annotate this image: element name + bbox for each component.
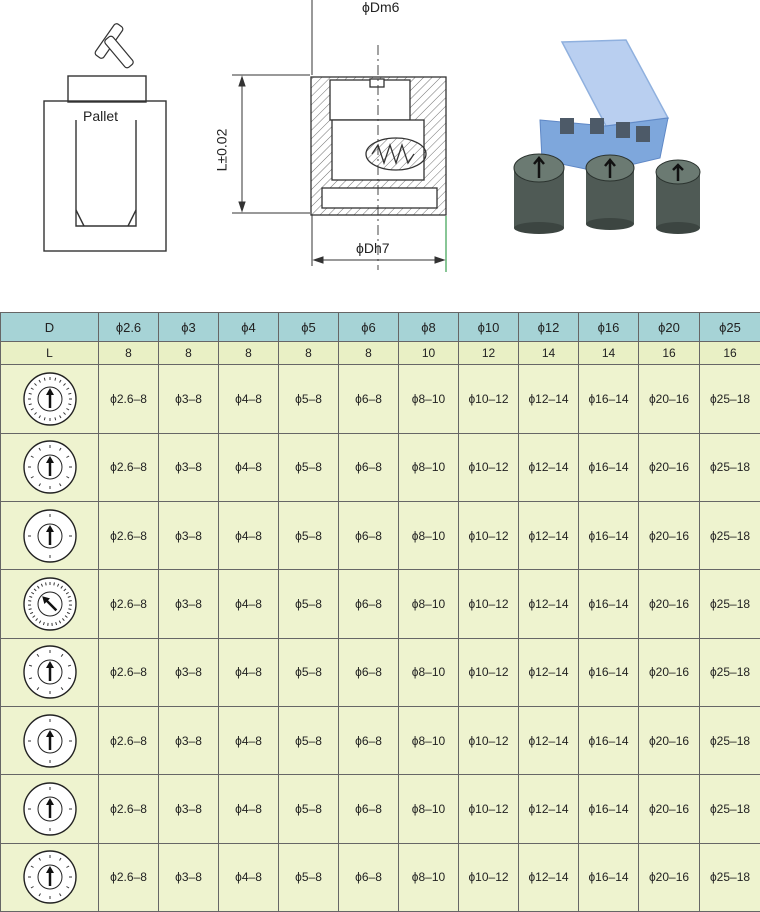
model-code-cell: ϕ10–12 bbox=[459, 433, 519, 501]
l-value-cell: 16 bbox=[639, 342, 700, 365]
dial-cell bbox=[1, 433, 99, 501]
model-code-cell: ϕ2.6–8 bbox=[99, 365, 159, 433]
model-code-cell: ϕ10–12 bbox=[459, 365, 519, 433]
dial-quarter-icon bbox=[22, 508, 78, 564]
model-code-cell: ϕ25–18 bbox=[700, 365, 760, 433]
cross-section-drawing bbox=[311, 45, 446, 270]
model-code-cell: ϕ20–16 bbox=[639, 843, 700, 911]
model-code-cell: ϕ6–8 bbox=[339, 775, 399, 843]
dial-four-position-icon bbox=[22, 713, 78, 769]
model-code-cell: ϕ16–14 bbox=[579, 365, 639, 433]
model-code-cell: ϕ3–8 bbox=[159, 843, 219, 911]
model-code-cell: ϕ20–16 bbox=[639, 365, 700, 433]
model-code-cell: ϕ10–12 bbox=[459, 843, 519, 911]
model-code-cell: ϕ16–14 bbox=[579, 433, 639, 501]
dial-row bbox=[1, 501, 760, 569]
dial-day-31-icon bbox=[22, 576, 78, 632]
d-value-cell: ϕ12 bbox=[519, 313, 579, 342]
model-code-cell: ϕ3–8 bbox=[159, 638, 219, 706]
l-label: L bbox=[1, 342, 99, 365]
model-code-cell: ϕ6–8 bbox=[339, 365, 399, 433]
model-code-cell: ϕ5–8 bbox=[279, 365, 339, 433]
model-code-cell: ϕ5–8 bbox=[279, 501, 339, 569]
model-code-cell: ϕ6–8 bbox=[339, 638, 399, 706]
model-code-cell: ϕ12–14 bbox=[519, 433, 579, 501]
l-value-cell: 16 bbox=[700, 342, 760, 365]
date-pin-image-middle bbox=[586, 155, 634, 230]
model-code-cell: ϕ3–8 bbox=[159, 570, 219, 638]
model-code-cell: ϕ12–14 bbox=[519, 775, 579, 843]
model-code-cell: ϕ10–12 bbox=[459, 501, 519, 569]
model-code-cell: ϕ5–8 bbox=[279, 638, 339, 706]
model-code-cell: ϕ10–12 bbox=[459, 775, 519, 843]
model-code-cell: ϕ25–18 bbox=[700, 433, 760, 501]
model-code-cell: ϕ12–14 bbox=[519, 638, 579, 706]
d-value-cell: ϕ5 bbox=[279, 313, 339, 342]
model-code-cell: ϕ5–8 bbox=[279, 706, 339, 774]
l-value-cell: 14 bbox=[579, 342, 639, 365]
model-code-cell: ϕ4–8 bbox=[219, 365, 279, 433]
date-pin-image-right bbox=[656, 160, 700, 234]
model-code-cell: ϕ25–18 bbox=[700, 775, 760, 843]
model-code-cell: ϕ10–12 bbox=[459, 638, 519, 706]
model-code-cell: ϕ25–18 bbox=[700, 843, 760, 911]
l-value-cell: 8 bbox=[159, 342, 219, 365]
model-code-cell: ϕ12–14 bbox=[519, 706, 579, 774]
model-code-cell: ϕ20–16 bbox=[639, 638, 700, 706]
model-code-cell: ϕ4–8 bbox=[219, 775, 279, 843]
dial-cell bbox=[1, 570, 99, 638]
model-code-cell: ϕ8–10 bbox=[399, 433, 459, 501]
dh-dimension-label: ϕDh7 bbox=[356, 240, 390, 256]
model-code-cell: ϕ20–16 bbox=[639, 501, 700, 569]
model-code-cell: ϕ16–14 bbox=[579, 501, 639, 569]
dial-row bbox=[1, 706, 760, 774]
dial-row bbox=[1, 365, 760, 433]
drawing-area bbox=[0, 0, 760, 312]
dial-row bbox=[1, 775, 760, 843]
model-code-cell: ϕ5–8 bbox=[279, 775, 339, 843]
model-code-cell: ϕ4–8 bbox=[219, 638, 279, 706]
model-code-cell: ϕ8–10 bbox=[399, 843, 459, 911]
model-code-cell: ϕ2.6–8 bbox=[99, 706, 159, 774]
dial-digit-0-9-icon bbox=[22, 644, 78, 700]
model-code-cell: ϕ8–10 bbox=[399, 501, 459, 569]
date-pin-image-left bbox=[514, 154, 564, 234]
model-code-cell: ϕ6–8 bbox=[339, 501, 399, 569]
model-code-cell: ϕ12–14 bbox=[519, 365, 579, 433]
l-value-cell: 12 bbox=[459, 342, 519, 365]
d-label: D bbox=[1, 313, 99, 342]
model-code-cell: ϕ4–8 bbox=[219, 501, 279, 569]
model-code-cell: ϕ20–16 bbox=[639, 433, 700, 501]
dial-row bbox=[1, 433, 760, 501]
model-code-cell: ϕ8–10 bbox=[399, 570, 459, 638]
model-code-cell: ϕ3–8 bbox=[159, 501, 219, 569]
loose-pin-icon bbox=[94, 23, 134, 69]
dial-letter-a-l-icon bbox=[22, 849, 78, 905]
model-code-cell: ϕ2.6–8 bbox=[99, 433, 159, 501]
header-row-l bbox=[1, 342, 760, 365]
dm-dimension-label: ϕDm6 bbox=[362, 0, 400, 15]
l-dimension-label: L±0.02 bbox=[213, 128, 230, 172]
dial-cell bbox=[1, 365, 99, 433]
model-code-cell: ϕ8–10 bbox=[399, 365, 459, 433]
d-value-cell: ϕ4 bbox=[219, 313, 279, 342]
header-row-d bbox=[1, 313, 760, 342]
spec-table bbox=[0, 312, 760, 912]
dial-row bbox=[1, 843, 760, 911]
model-code-cell: ϕ25–18 bbox=[700, 706, 760, 774]
d-value-cell: ϕ8 bbox=[399, 313, 459, 342]
dial-cell bbox=[1, 843, 99, 911]
pallet-drawing bbox=[44, 76, 166, 251]
model-code-cell: ϕ3–8 bbox=[159, 433, 219, 501]
model-code-cell: ϕ16–14 bbox=[579, 638, 639, 706]
d-value-cell: ϕ25 bbox=[700, 313, 760, 342]
model-code-cell: ϕ2.6–8 bbox=[99, 570, 159, 638]
l-value-cell: 8 bbox=[279, 342, 339, 365]
d-value-cell: ϕ16 bbox=[579, 313, 639, 342]
model-code-cell: ϕ3–8 bbox=[159, 775, 219, 843]
model-code-cell: ϕ2.6–8 bbox=[99, 638, 159, 706]
plastic-box-image bbox=[540, 40, 668, 172]
model-code-cell: ϕ6–8 bbox=[339, 570, 399, 638]
model-code-cell: ϕ12–14 bbox=[519, 501, 579, 569]
model-code-cell: ϕ3–8 bbox=[159, 365, 219, 433]
dial-row bbox=[1, 570, 760, 638]
model-code-cell: ϕ4–8 bbox=[219, 843, 279, 911]
model-code-cell: ϕ3–8 bbox=[159, 706, 219, 774]
model-code-cell: ϕ4–8 bbox=[219, 433, 279, 501]
model-code-cell: ϕ6–8 bbox=[339, 843, 399, 911]
l-value-cell: 8 bbox=[99, 342, 159, 365]
model-code-cell: ϕ20–16 bbox=[639, 775, 700, 843]
l-value-cell: 10 bbox=[399, 342, 459, 365]
model-code-cell: ϕ6–8 bbox=[339, 433, 399, 501]
l-value-cell: 8 bbox=[219, 342, 279, 365]
model-code-cell: ϕ2.6–8 bbox=[99, 501, 159, 569]
model-code-cell: ϕ10–12 bbox=[459, 570, 519, 638]
d-value-cell: ϕ6 bbox=[339, 313, 399, 342]
l-value-cell: 14 bbox=[519, 342, 579, 365]
model-code-cell: ϕ25–18 bbox=[700, 501, 760, 569]
model-code-cell: ϕ16–14 bbox=[579, 775, 639, 843]
model-code-cell: ϕ5–8 bbox=[279, 433, 339, 501]
model-code-cell: ϕ2.6–8 bbox=[99, 775, 159, 843]
d-value-cell: ϕ20 bbox=[639, 313, 700, 342]
l-value-cell: 8 bbox=[339, 342, 399, 365]
model-code-cell: ϕ16–14 bbox=[579, 570, 639, 638]
d-value-cell: ϕ2.6 bbox=[99, 313, 159, 342]
model-code-cell: ϕ25–18 bbox=[700, 638, 760, 706]
d-value-cell: ϕ10 bbox=[459, 313, 519, 342]
dial-row bbox=[1, 638, 760, 706]
model-code-cell: ϕ5–8 bbox=[279, 843, 339, 911]
dial-cell bbox=[1, 501, 99, 569]
technical-drawing bbox=[0, 0, 760, 312]
dial-year-month-icon bbox=[22, 371, 78, 427]
dial-month-12-icon bbox=[22, 439, 78, 495]
dial-cell bbox=[1, 775, 99, 843]
model-code-cell: ϕ8–10 bbox=[399, 706, 459, 774]
model-code-cell: ϕ16–14 bbox=[579, 706, 639, 774]
model-code-cell: ϕ5–8 bbox=[279, 570, 339, 638]
model-code-cell: ϕ20–16 bbox=[639, 570, 700, 638]
model-code-cell: ϕ6–8 bbox=[339, 706, 399, 774]
model-code-cell: ϕ10–12 bbox=[459, 706, 519, 774]
dial-cell bbox=[1, 638, 99, 706]
model-code-cell: ϕ4–8 bbox=[219, 706, 279, 774]
model-code-cell: ϕ12–14 bbox=[519, 843, 579, 911]
d-value-cell: ϕ3 bbox=[159, 313, 219, 342]
model-code-cell: ϕ8–10 bbox=[399, 638, 459, 706]
model-code-cell: ϕ2.6–8 bbox=[99, 843, 159, 911]
model-code-cell: ϕ25–18 bbox=[700, 570, 760, 638]
pallet-label: Pallet bbox=[83, 108, 119, 124]
model-code-cell: ϕ20–16 bbox=[639, 706, 700, 774]
model-code-cell: ϕ16–14 bbox=[579, 843, 639, 911]
model-code-cell: ϕ8–10 bbox=[399, 775, 459, 843]
dial-letter-abc-icon bbox=[22, 781, 78, 837]
dial-cell bbox=[1, 706, 99, 774]
model-code-cell: ϕ12–14 bbox=[519, 570, 579, 638]
model-code-cell: ϕ4–8 bbox=[219, 570, 279, 638]
